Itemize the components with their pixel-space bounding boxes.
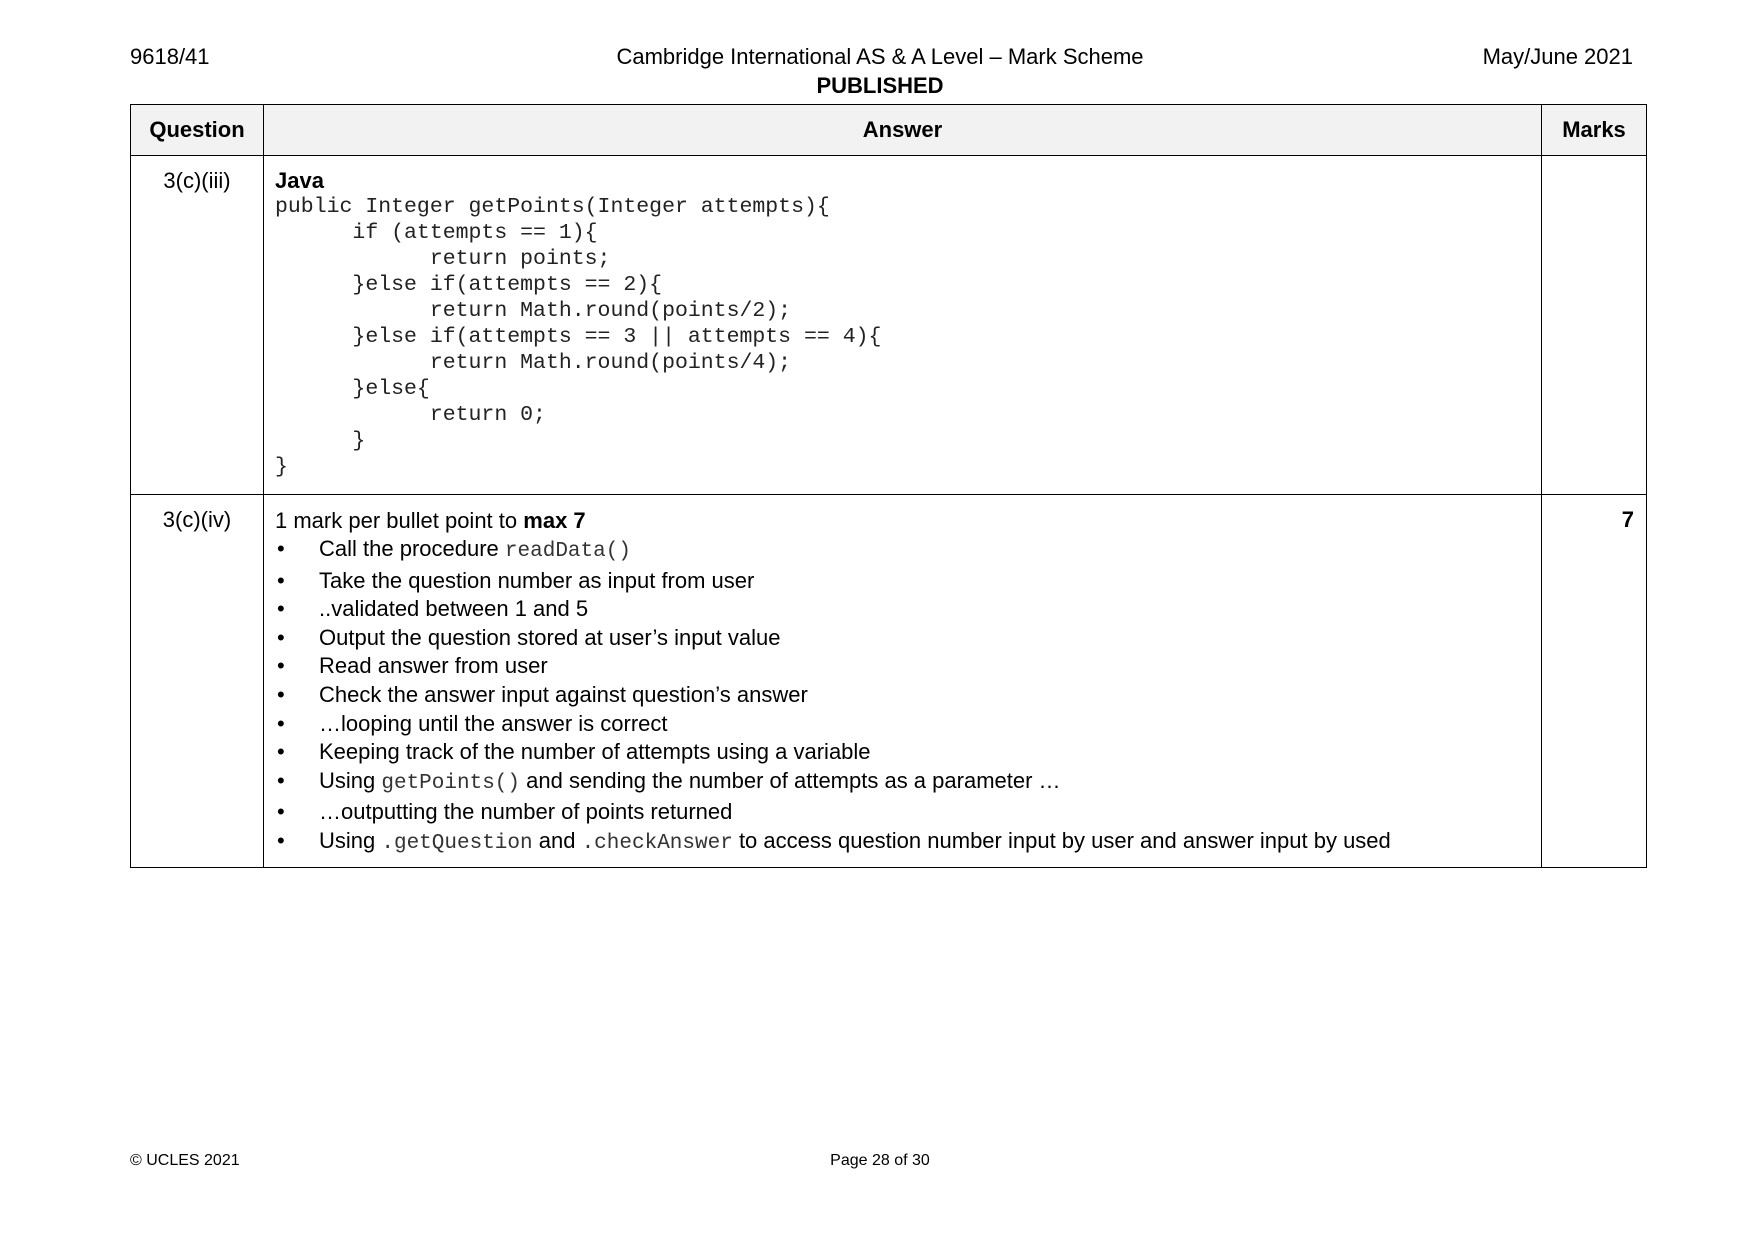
inline-code: .getQuestion	[381, 831, 533, 855]
answer-cell	[264, 495, 1542, 868]
bullet-text: and	[538, 827, 576, 853]
marking-instruction	[275, 507, 1531, 535]
paper-code: 9618/41	[130, 44, 210, 69]
column-header-question: Question	[131, 105, 264, 156]
list-item	[275, 798, 1531, 827]
list-item	[275, 710, 1531, 739]
table-header-row	[131, 105, 1647, 156]
list-item	[275, 624, 1531, 653]
bullet-text: Call the procedure	[319, 536, 499, 561]
document-title: Cambridge International AS & A Level – Mark Scheme	[616, 44, 1144, 69]
bullet-text: Take the question number as input from user	[319, 567, 755, 593]
bullet-text: and sending the number of attempts as a parameter …	[526, 767, 1061, 793]
list-item	[275, 738, 1531, 767]
list-item	[275, 567, 1531, 596]
inline-code: .checkAnswer	[581, 831, 733, 855]
list-item	[275, 681, 1531, 710]
bullet-text: Keeping track of the number of attempts using a variable	[319, 739, 871, 765]
page-number: Page 28 of 30	[830, 1152, 930, 1169]
question-number: 3(c)(iii)	[131, 156, 264, 495]
exam-session: May/June 2021	[1482, 44, 1633, 69]
list-item	[275, 827, 1531, 859]
answer-cell	[264, 156, 1542, 495]
table-row	[131, 495, 1647, 868]
list-item	[275, 652, 1531, 681]
marks-cell: 7	[1542, 495, 1647, 868]
column-header-marks: Marks	[1542, 105, 1647, 156]
bullet-text: Using	[319, 767, 376, 793]
bullet-list	[275, 535, 1531, 859]
table-row	[131, 156, 1647, 495]
inline-code: readData()	[504, 540, 631, 563]
bullet-text: ..validated between 1 and 5	[319, 596, 589, 622]
instruction-max: max 7	[523, 508, 586, 533]
bullet-text: …outputting the number of points returned	[319, 799, 733, 825]
bullet-text: Output the question stored at user’s input value	[319, 624, 781, 650]
marks-cell	[1542, 156, 1647, 495]
bullet-text: …looping until the answer is correct	[319, 710, 668, 736]
published-label: PUBLISHED	[816, 73, 944, 98]
inline-code: getPoints()	[381, 771, 520, 795]
question-number: 3(c)(iv)	[131, 495, 264, 868]
list-item	[275, 767, 1531, 799]
bullet-text: to access question number input by user and answer input by used	[738, 827, 1391, 853]
bullet-text: Read answer from user	[319, 653, 548, 679]
column-header-answer: Answer	[264, 105, 1542, 156]
language-label: Java	[275, 168, 324, 193]
list-item	[275, 595, 1531, 624]
mark-scheme-table	[130, 104, 1647, 868]
copyright: © UCLES 2021	[130, 1152, 240, 1169]
bullet-text: Check the answer input against question’s answer	[319, 681, 808, 707]
code-block: public Integer getPoints(Integer attempts){ if (attempts == 1){ return points; }else if(attempts == 2){ return Math.round(points/2); }else if(attempts == 3 || attempts == 4){ return Math.round(points/4); }else{ return 0; } }	[275, 195, 882, 479]
list-item	[275, 535, 1531, 567]
instruction-text: 1 mark per bullet point to	[275, 508, 518, 533]
bullet-text: Using	[319, 827, 376, 853]
